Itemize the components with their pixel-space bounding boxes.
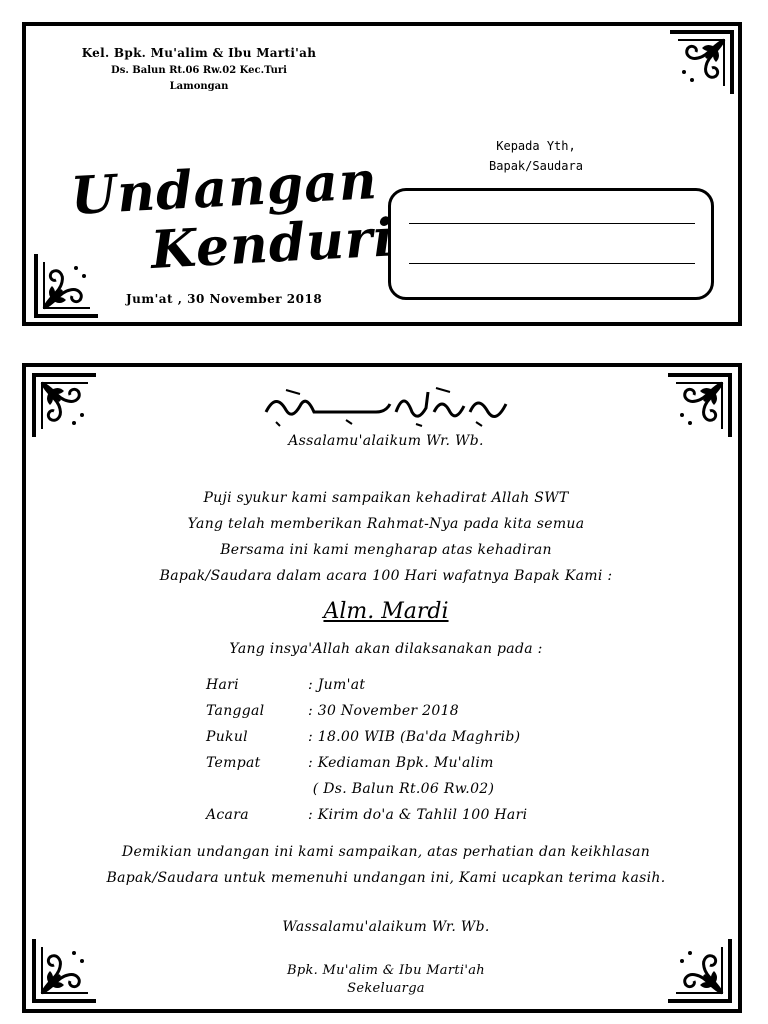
recipient-heading xyxy=(456,136,616,176)
deceased-name: Alm. Mardi xyxy=(323,599,449,624)
detail-value: : 30 November 2018 xyxy=(308,703,459,719)
sender-street: Ds. Balun Rt.06 Rw.02 Kec.Turi xyxy=(111,65,287,76)
address-line xyxy=(409,223,695,224)
body-line: Bapak/Saudara dalam acara 100 Hari wafatnya Bapak Kami : xyxy=(159,568,613,584)
opening-salam: Assalamu'alaikum Wr. Wb. xyxy=(288,433,484,449)
corner-ornament-icon xyxy=(666,371,734,439)
detail-label: Tanggal xyxy=(206,703,265,719)
title-kenduri: Kenduri xyxy=(149,207,396,281)
detail-row xyxy=(206,807,527,823)
to-line-1: Kepada Yth, xyxy=(496,139,576,153)
detail-value: : Jum'at xyxy=(308,677,366,693)
corner-ornament-icon xyxy=(30,371,98,439)
corner-ornament-icon xyxy=(668,28,736,96)
invitation-letter xyxy=(22,363,742,1013)
detail-row xyxy=(206,703,459,719)
event-date: Jum'at , 30 November 2018 xyxy=(126,292,323,306)
bismillah-calligraphy-icon xyxy=(256,382,516,432)
title-undangan: Undangan xyxy=(69,149,380,227)
schedule-intro: Yang insya'Allah akan dilaksanakan pada : xyxy=(229,641,543,657)
envelope-cover xyxy=(22,22,742,326)
detail-value: : Kediaman Bpk. Mu'alim xyxy=(308,755,494,771)
detail-row xyxy=(206,755,494,771)
detail-value: : 18.00 WIB (Ba'da Maghrib) xyxy=(308,729,521,745)
recipient-address-box xyxy=(388,188,714,300)
body-line: Bersama ini kami mengharap atas kehadiran xyxy=(220,542,552,558)
detail-label: Acara xyxy=(206,807,249,823)
to-line-2: Bapak/Saudara xyxy=(489,159,583,173)
detail-label: Pukul xyxy=(206,729,248,745)
body-line: Yang telah memberikan Rahmat-Nya pada kita semua xyxy=(187,516,585,532)
sender-name: Kel. Bpk. Mu'alim & Ibu Marti'ah xyxy=(81,46,317,60)
detail-row xyxy=(206,729,520,745)
detail-value: : Kirim do'a & Tahlil 100 Hari xyxy=(308,807,528,823)
detail-row xyxy=(206,677,365,693)
signature-name: Bpk. Mu'alim & Ibu Marti'ah xyxy=(287,963,485,978)
detail-row xyxy=(206,781,494,797)
detail-value: ( Ds. Balun Rt.06 Rw.02) xyxy=(308,781,495,797)
closing-line: Bapak/Saudara untuk memenuhi undangan ini, Kami ucapkan terima kasih. xyxy=(106,870,666,886)
detail-label: Tempat xyxy=(206,755,261,771)
signature-family: Sekeluarga xyxy=(347,981,425,996)
address-line xyxy=(409,263,695,264)
sender-city: Lamongan xyxy=(169,81,229,92)
sender-address xyxy=(64,46,334,92)
invitation-title xyxy=(69,149,396,281)
closing-line: Demikian undangan ini kami sampaikan, atas perhatian dan keikhlasan xyxy=(121,844,651,860)
body-line: Puji syukur kami sampaikan kehadirat Allah SWT xyxy=(203,490,569,506)
detail-label: Hari xyxy=(206,677,239,693)
closing-salam: Wassalamu'alaikum Wr. Wb. xyxy=(282,919,490,935)
